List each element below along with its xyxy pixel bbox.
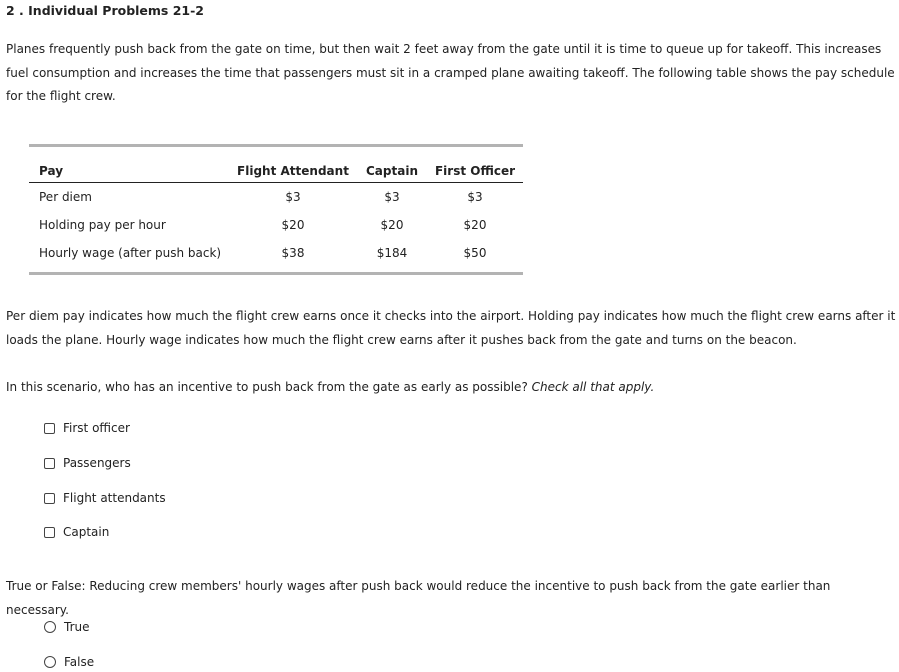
question-1-text: In this scenario, who has an incentive to push back from the gate as early as possible? [6,380,528,394]
table-cell: $50 [463,246,487,260]
table-cell: $3 [285,190,301,204]
checkbox[interactable] [44,458,55,469]
row-label: Per diem [39,190,92,204]
intro-paragraph: Planes frequently push back from the gate on time, but then wait 2 feet away from the gate until it is time to queue up for takeoff. This increases fuel consumption and increases the time that passengers must sit in a cramped plane awaiting takeoff. The following table shows the pay schedule for the flight crew. [6,42,895,103]
option-passengers[interactable] [44,456,131,470]
table-header-row [29,147,523,183]
radio-button[interactable] [44,656,56,668]
table-row [29,211,523,239]
option-label: False [64,655,95,669]
table-cell: $20 [463,218,487,232]
option-label: True [64,620,90,634]
table-cell: $20 [380,218,404,232]
table-cell: $3 [467,190,483,204]
table-row [29,239,523,272]
checkbox[interactable] [44,423,55,434]
table-bottom-rule [29,272,523,275]
explanation-paragraph: Per diem pay indicates how much the flight crew earns once it checks into the airport. Holding pay indicates how much the flight crew earns after it loads the plane. Hourly wage indicates how much the flight crew earns after it pushes back from the gate and turns on the beacon. [6,309,896,347]
checkbox[interactable] [44,493,55,504]
table-cell: $20 [281,218,305,232]
option-true[interactable] [44,620,90,634]
table-row [29,183,523,212]
table-cell: $184 [376,246,408,260]
question-1-hint: Check all that apply. [531,380,655,394]
checkbox[interactable] [44,527,55,538]
table-cell: $38 [281,246,305,260]
option-label: Captain [63,525,110,539]
column-header-flight-attendant: Flight Attendant [229,147,357,183]
radio-button[interactable] [44,621,56,633]
row-label: Hourly wage (after push back) [39,246,222,260]
question-2-prompt: True or False: Reducing crew members' hourly wages after push back would reduce the incentive to push back from the gate earlier than necessary. [6,579,831,617]
question-1-prompt [6,376,896,400]
option-first-officer[interactable] [44,421,130,435]
column-header-captain: Captain [357,147,427,183]
column-header-pay: Pay [29,147,229,183]
option-label: First officer [63,421,130,435]
option-label: Passengers [63,456,131,470]
table-cell: $3 [384,190,400,204]
pay-schedule-table [29,144,523,275]
row-label: Holding pay per hour [39,218,166,232]
option-label: Flight attendants [63,491,166,505]
problem-title: 2 . Individual Problems 21-2 [6,3,205,18]
column-header-first-officer: First Officer [427,147,523,183]
option-false[interactable] [44,655,94,669]
option-flight-attendants[interactable] [44,491,166,505]
option-captain[interactable] [44,525,109,539]
